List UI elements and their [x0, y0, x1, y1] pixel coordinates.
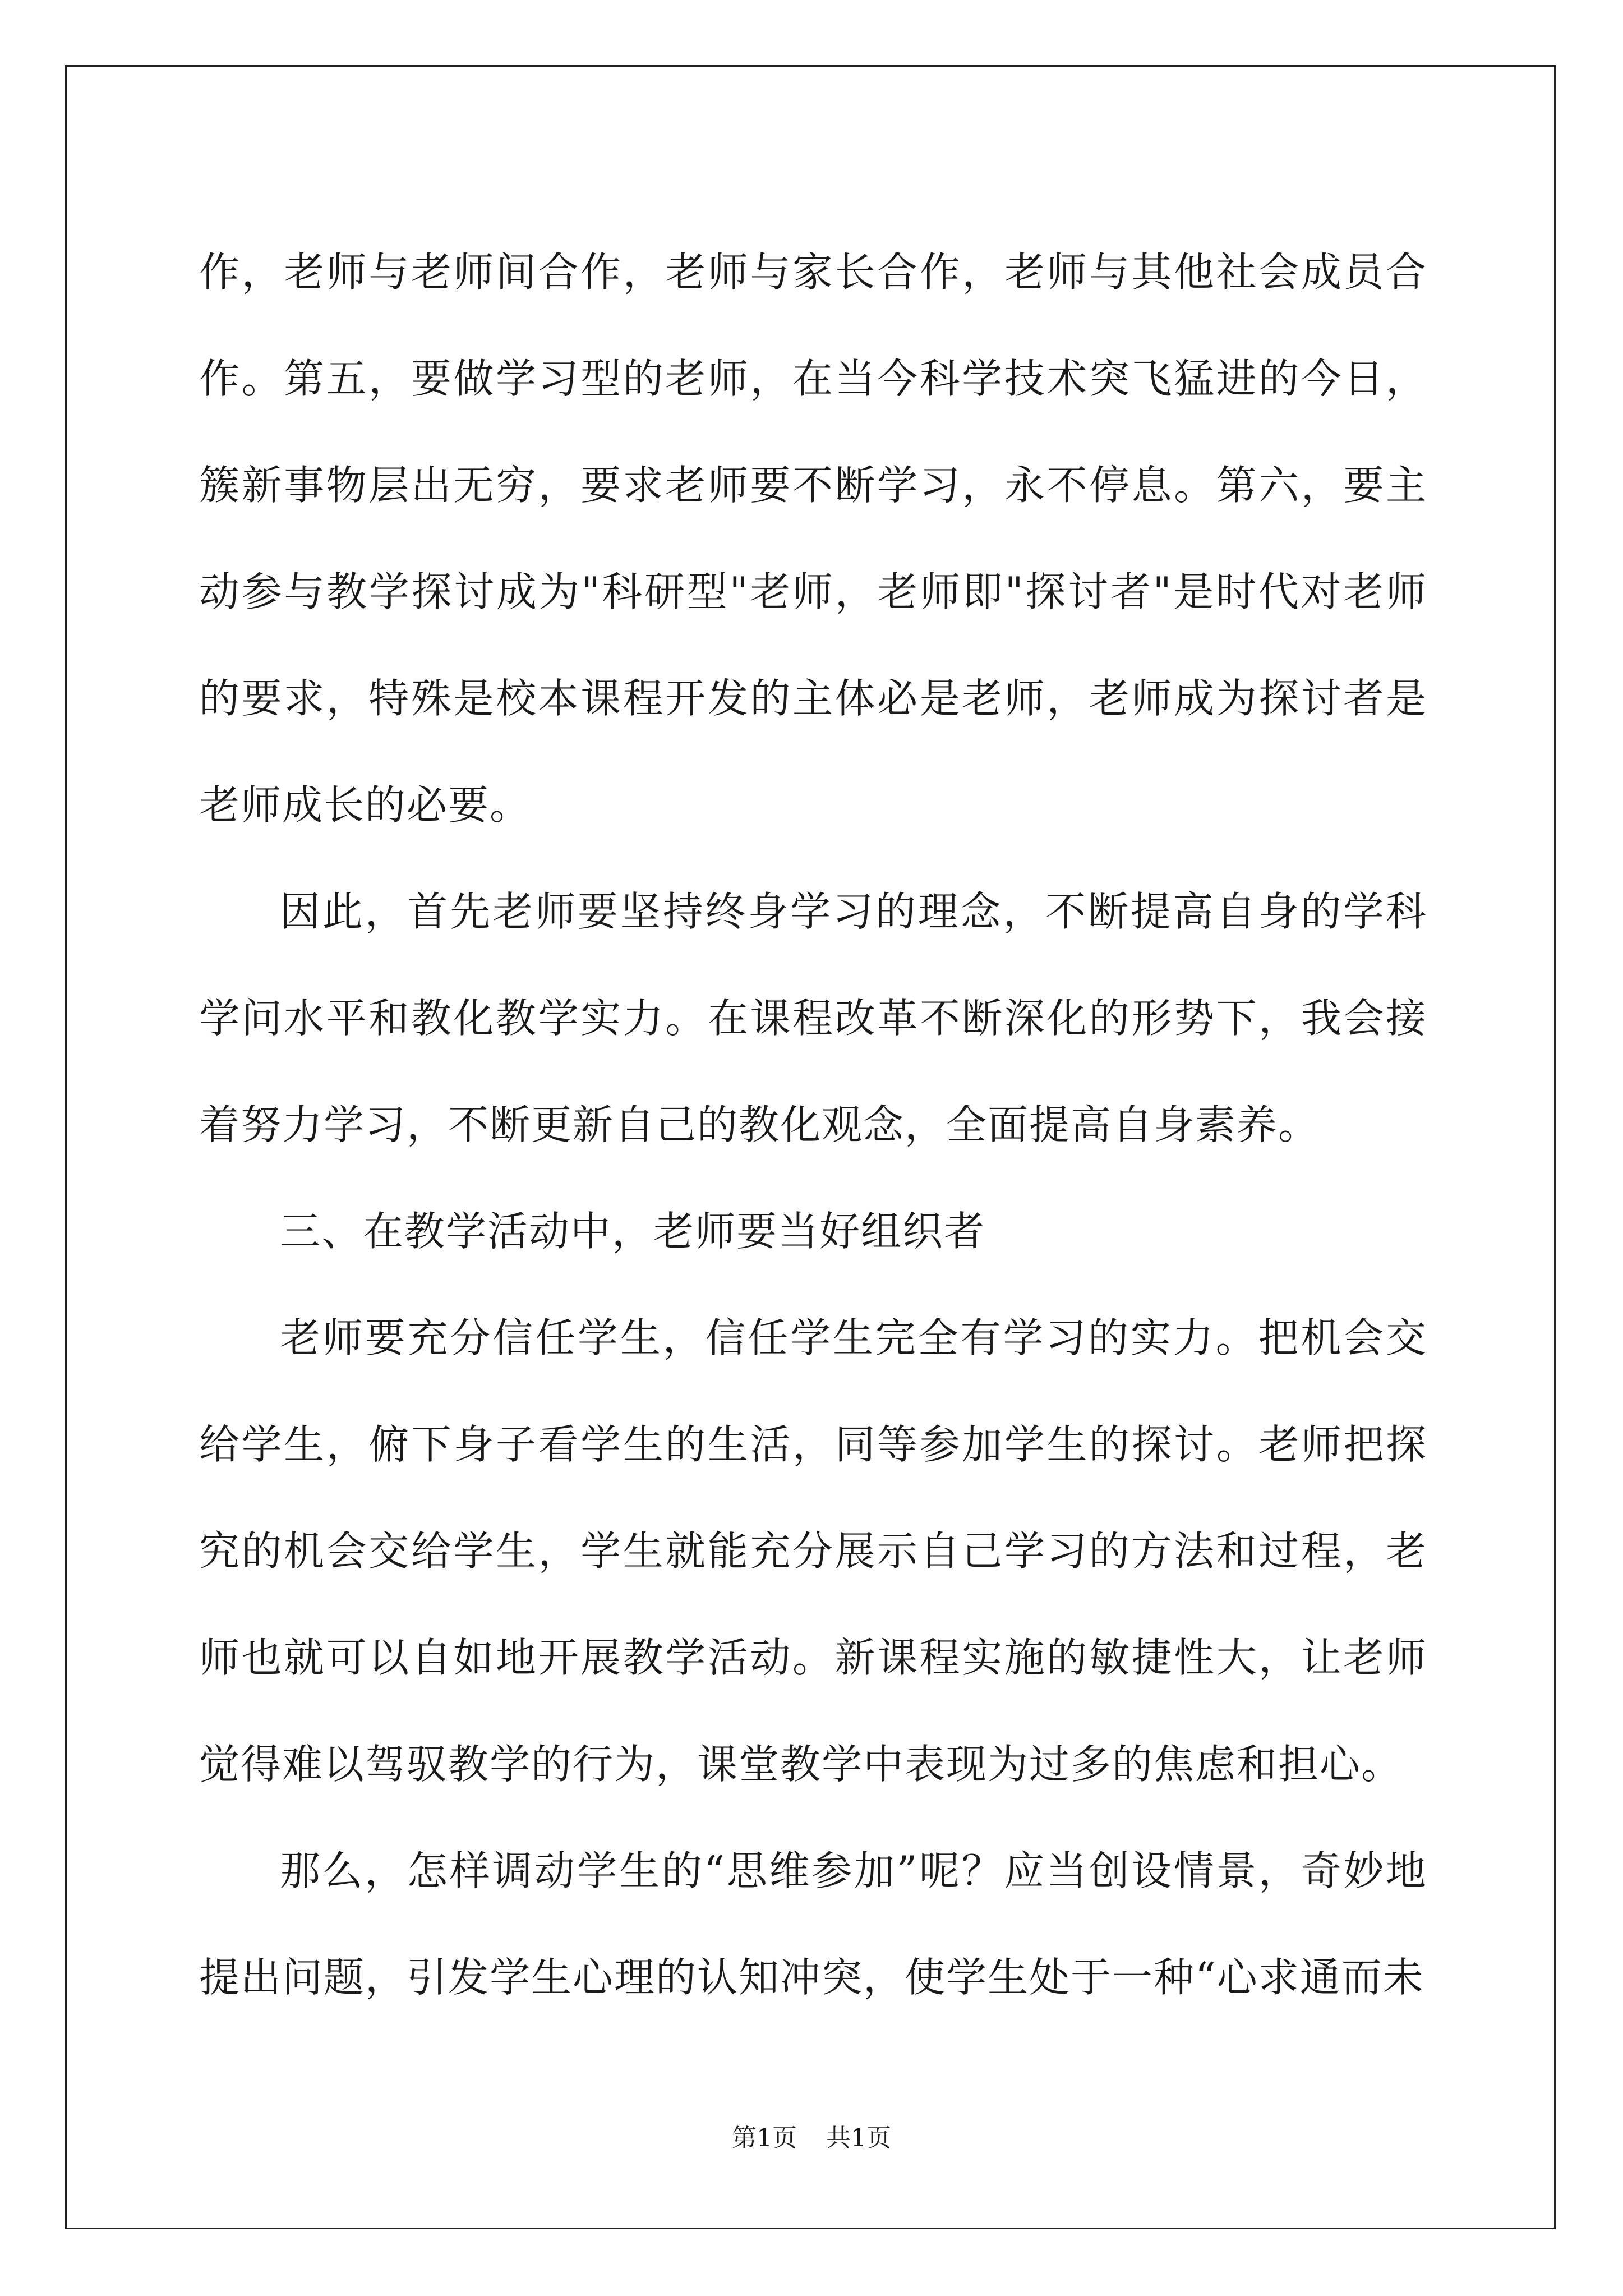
- section-heading: 三、在教学活动中，老师要当好组织者: [280, 1208, 986, 1255]
- page-total: 共1页: [826, 2124, 891, 2152]
- page-footer: [0, 2122, 1623, 2155]
- paragraph-4: 老师要充分信任学生，信任学生完全有学习的实力。把机会交给学生，俯下身子看学生的生活，同等参加学生的探讨。老师把探究的机会交给学生，学生就能充分展示自己学习的方法和过程，老师也就可以自如地开展教学活动。新课程实施的敏捷性大，让老师觉得难以驾驭教学的行为，课堂教学中表现为过多的焦虑和担心。: [199, 1314, 1427, 1788]
- document-body: [199, 219, 1427, 2031]
- paragraph-1: 作，老师与老师间合作，老师与家长合作，老师与其他社会成员合作。第五，要做学习型的老师，在当今科学技术突飞猛进的今日，簇新事物层出无穷，要求老师要不断学习，永不停息。第六，要主动参与教学探讨成为"科研型"老师，老师即"探讨者"是时代对老师的要求，特殊是校本课程开发的主体必是老师，老师成为探讨者是老师成长的必要。: [199, 249, 1427, 829]
- paragraph-5: 那么，怎样调动学生的“思维参加”呢？应当创设情景，奇妙地提出问题，引发学生心理的认知冲突，使学生处于一种“心求通而未: [199, 1847, 1427, 2001]
- paragraph-2: 因此，首先老师要坚持终身学习的理念，不断提高自身的学科学问水平和教化教学实力。在课程改革不断深化的形势下，我会接着努力学习，不断更新自己的教化观念，全面提高自身素养。: [199, 888, 1427, 1148]
- page-number: 第1页: [732, 2124, 797, 2152]
